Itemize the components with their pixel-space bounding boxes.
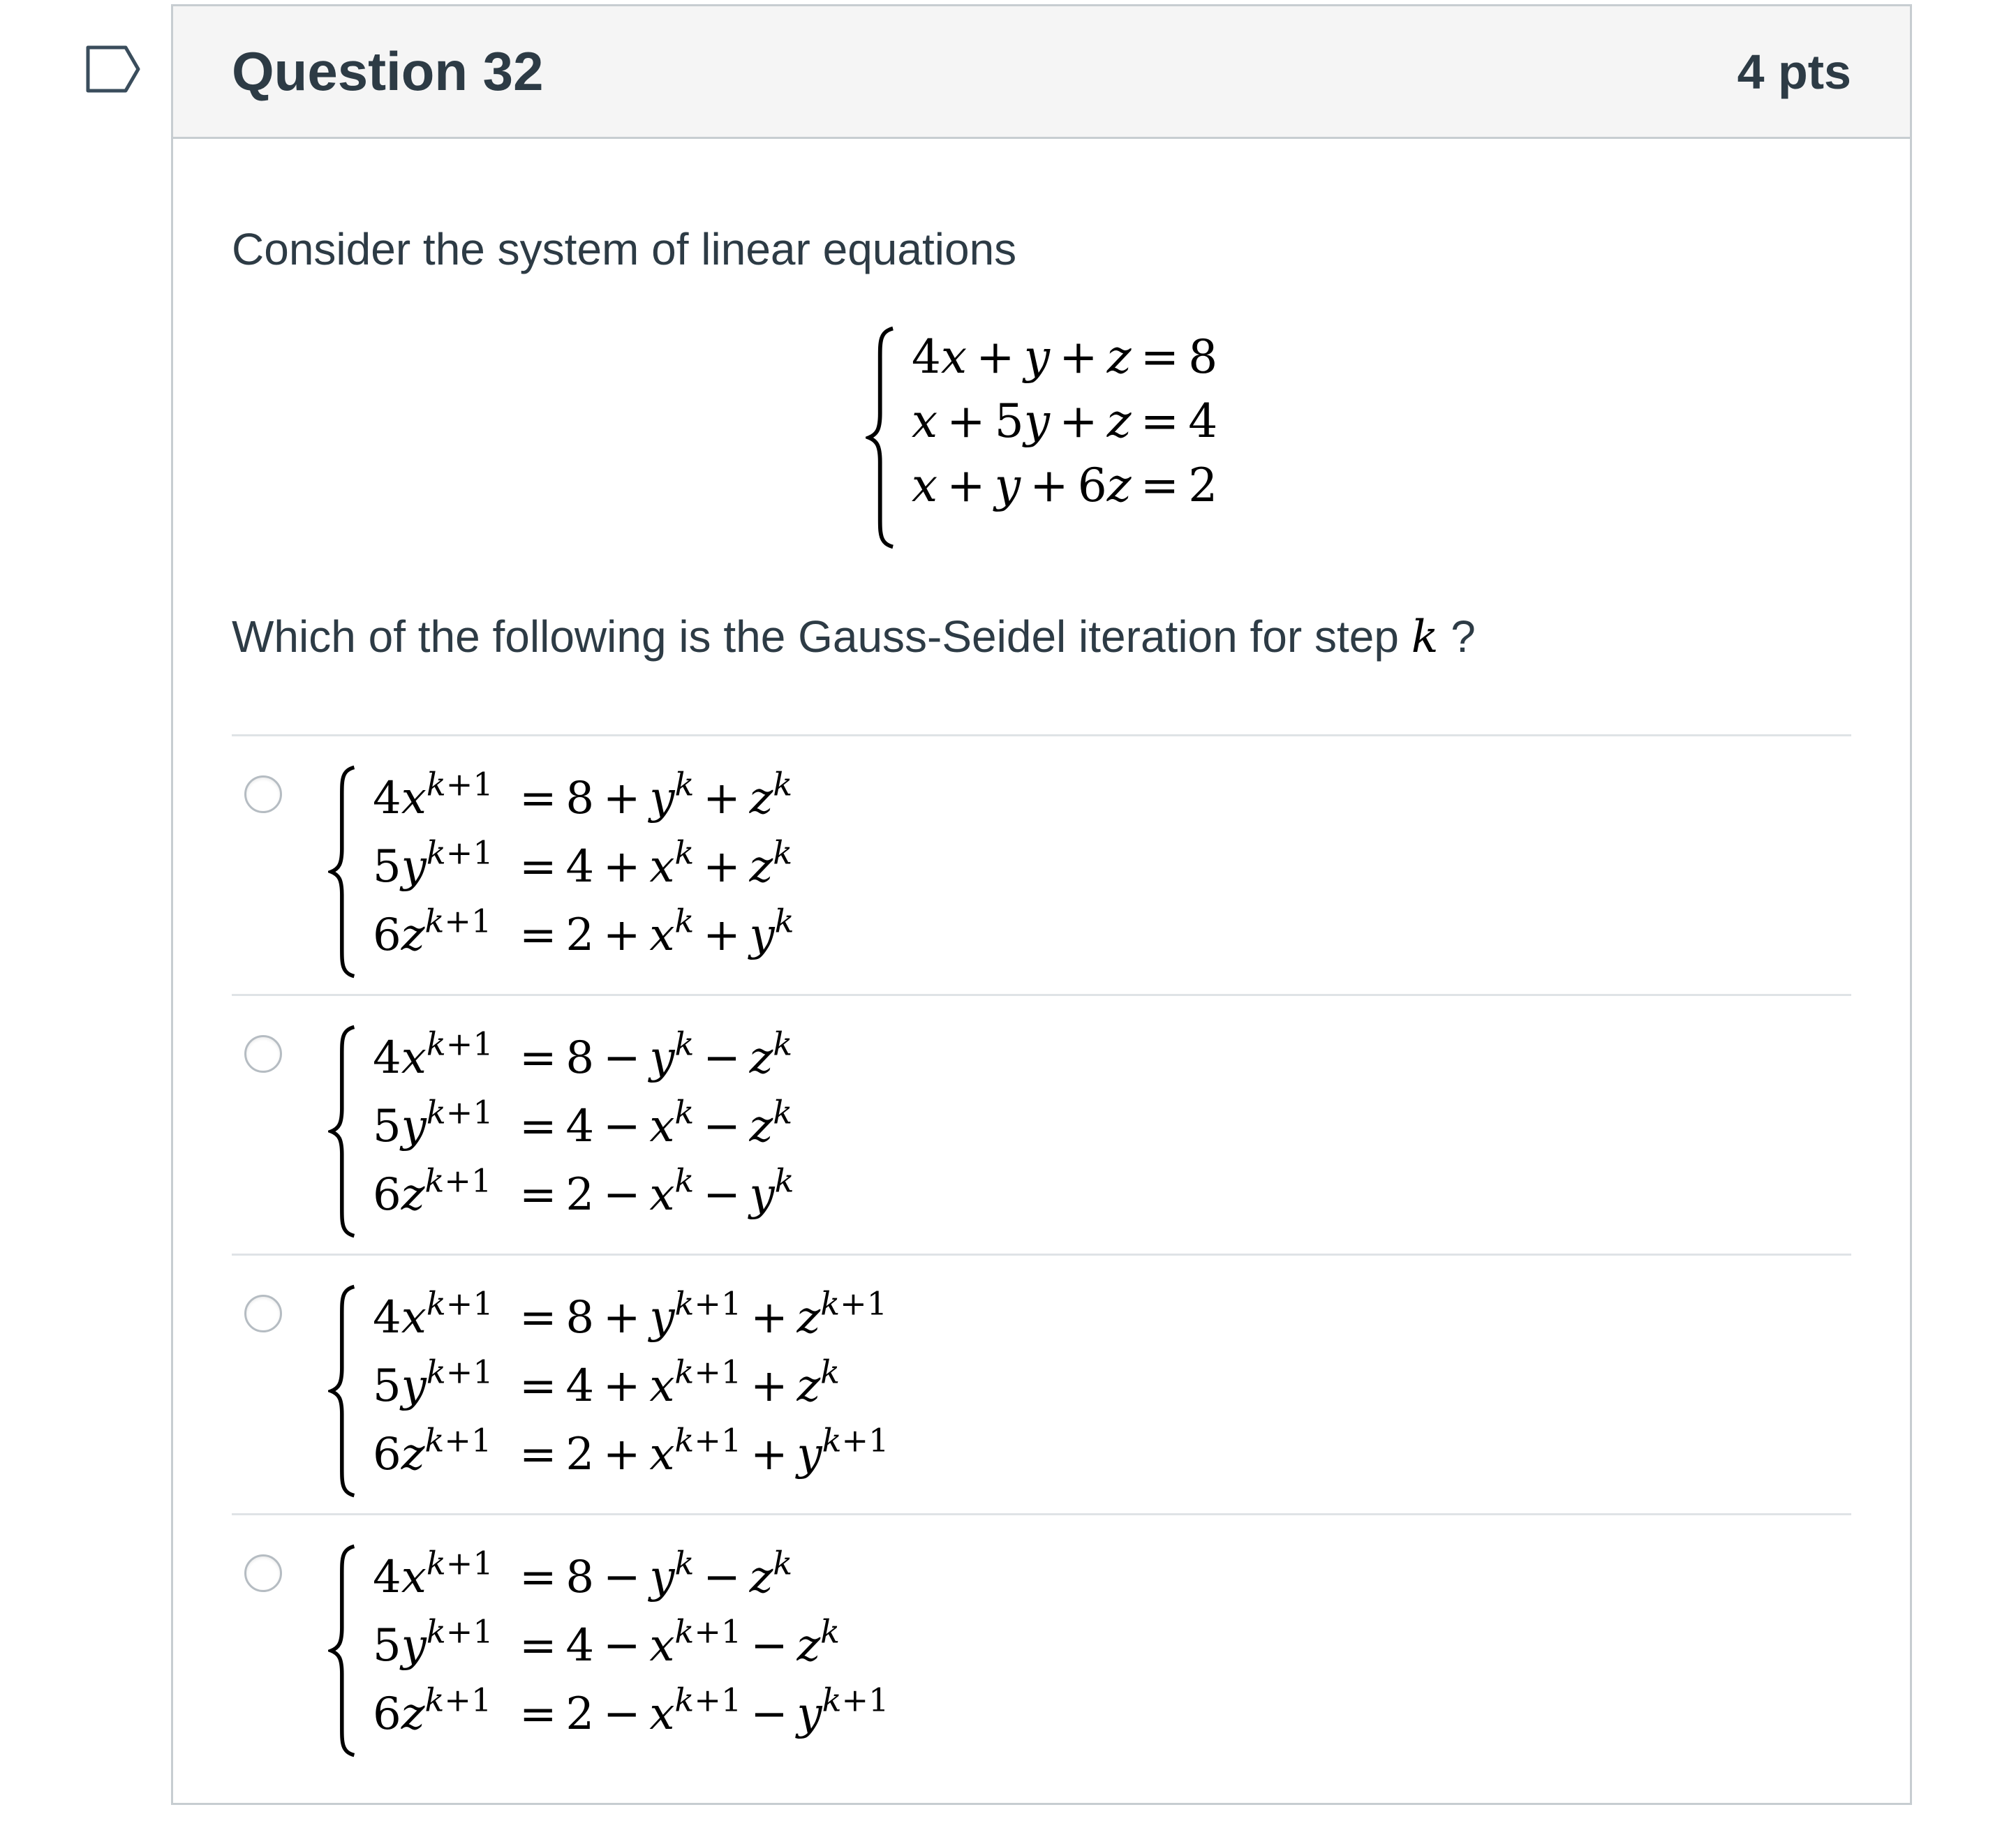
equation-rhs: = $4 + x^k + z^k$ [519,833,793,893]
answer-radio[interactable] [244,1554,282,1592]
answer-equation [373,1092,794,1161]
answer-equation [373,1420,889,1489]
question-text [232,610,1851,664]
answer-equation [373,1352,889,1420]
left-brace [328,1024,359,1239]
answer-option[interactable] [232,1513,1851,1773]
flag-question-icon[interactable] [85,45,141,94]
answer-equation [373,1024,794,1092]
system-equation: x + 5y + z = 4 [911,394,1218,448]
equation-lhs: $4x^{k+1}$ [373,765,494,824]
equation-lhs: $6z^{k+1}$ [373,1681,492,1740]
system-equation: x + y + 6z = 2 [911,458,1218,512]
answer-equation [373,1680,889,1748]
answer-equation [373,833,794,901]
equation-lhs: $4x^{k+1}$ [373,1284,494,1344]
answer-equation-system [328,1284,889,1499]
equation-lhs: $4x^{k+1}$ [373,1544,494,1603]
answer-equation [373,764,794,833]
system-equation: 4x + y + z = 8 [911,329,1218,384]
equation-lhs: $6z^{k+1}$ [373,1161,492,1221]
question-points: 4 pts [1737,44,1851,99]
answer-radio[interactable] [244,1295,282,1332]
question-card [171,4,1912,1805]
equation-rhs: = $2 + x^k + y^k$ [519,902,794,961]
equation-rhs: = $8 + y^k + z^k$ [519,765,793,824]
left-brace [328,1543,359,1758]
equation-system [232,325,1851,550]
equation-lhs: $6z^{k+1}$ [373,1421,492,1480]
equation-rhs: = $8 - y^k - z^k$ [519,1025,793,1084]
equation-lhs: $5y^{k+1}$ [373,833,494,893]
answer-equation [373,1161,794,1229]
question-header [173,6,1910,139]
answer-option[interactable] [232,1254,1851,1513]
answer-equation [373,1612,889,1680]
equation-lhs: $5y^{k+1}$ [373,1612,494,1672]
answer-radio[interactable] [244,775,282,813]
answer-equation [373,901,794,969]
equation-rhs: = $4 - x^{k+1} - z^k$ [519,1612,840,1672]
equation-lhs: $5y^{k+1}$ [373,1093,494,1152]
equation-rhs: = $8 + y^{k+1} + z^{k+1}$ [519,1284,888,1344]
answer-option[interactable] [232,734,1851,994]
question-text-before: Which of the following is the Gauss-Seidel iteration for step [232,611,1411,662]
answer-equation-system [328,1024,794,1239]
answer-equation [373,1284,889,1352]
answer-equation-system [328,764,794,979]
equation-rhs: = $2 + x^{k+1} + y^{k+1}$ [519,1421,889,1480]
equation-rhs: = $2 - x^k - y^k$ [519,1161,794,1221]
equation-lines [912,325,1217,550]
left-brace [328,764,359,979]
equation-rhs: = $2 - x^{k+1} - y^{k+1}$ [519,1681,889,1740]
left-brace [866,325,898,550]
question-var: k [1411,611,1439,663]
equation-rhs: = $4 - x^k - z^k$ [519,1093,793,1152]
equation-lhs: $4x^{k+1}$ [373,1025,494,1084]
question-title: Question 32 [232,40,544,102]
left-brace [328,1284,359,1499]
equation-rhs: = $4 + x^{k+1} + z^k$ [519,1353,840,1412]
equation-rhs: = $8 - y^k - z^k$ [519,1544,793,1603]
answer-equation-system [328,1543,889,1758]
question-text-after: ? [1438,611,1476,662]
answer-equation [373,1543,889,1612]
question-prompt: Consider the system of linear equations [232,224,1017,274]
equation-lhs: $5y^{k+1}$ [373,1353,494,1412]
answer-option[interactable] [232,994,1851,1254]
equation-lhs: $6z^{k+1}$ [373,902,492,961]
answer-list [232,734,1851,1773]
answer-radio[interactable] [244,1035,282,1073]
question-body [173,139,1910,1773]
